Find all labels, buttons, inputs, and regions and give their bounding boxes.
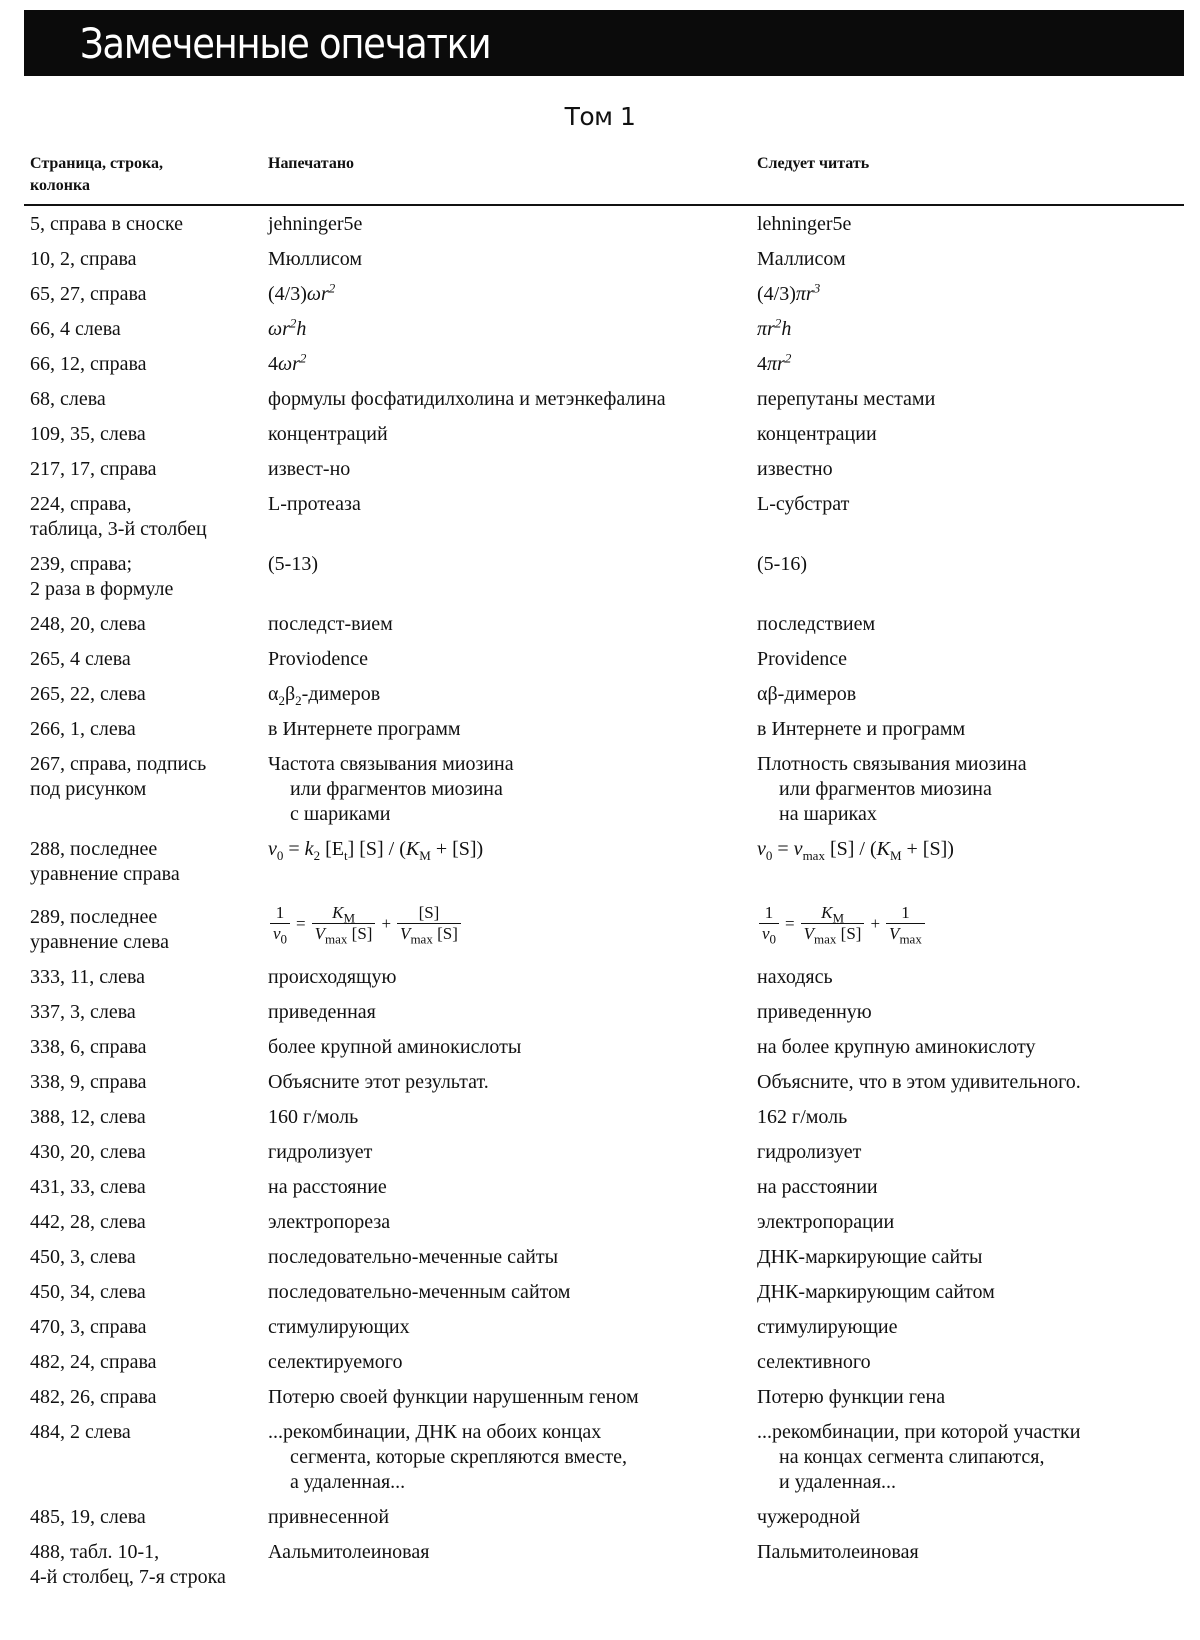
location-cell: 482, 26, справа bbox=[30, 1386, 157, 1408]
location-cell: 248, 20, слева bbox=[30, 613, 146, 635]
printed-cell: (5-13) bbox=[268, 553, 318, 575]
correct-cell: гидролизует bbox=[757, 1141, 862, 1163]
header-correct: Следует читать bbox=[757, 155, 870, 172]
correct-cell: $\pi r^2h$ bbox=[757, 315, 792, 340]
correct-cell: ...рекомбинации, при которой участки на концах сегмента слипаются, и удаленная... bbox=[757, 1421, 1081, 1493]
correct-cell: Providence bbox=[757, 648, 847, 670]
header-printed: Напечатано bbox=[268, 155, 355, 172]
printed-cell: извест-но bbox=[268, 458, 351, 480]
table-row bbox=[0, 643, 1200, 678]
printed-cell: 160 г/моль bbox=[268, 1106, 359, 1128]
table-row bbox=[0, 453, 1200, 488]
correct-cell: находясь bbox=[757, 966, 833, 988]
location-cell: 265, 4 слева bbox=[30, 648, 131, 670]
printed-cell: приведенная bbox=[268, 1001, 376, 1023]
table-row bbox=[0, 1416, 1200, 1501]
location-cell: 488, табл. 10-1, 4-й столбец, 7-я строка bbox=[30, 1541, 226, 1588]
table-row bbox=[0, 1206, 1200, 1241]
printed-cell: в Интернете программ bbox=[268, 718, 461, 740]
location-cell: 485, 19, слева bbox=[30, 1506, 146, 1528]
table-row bbox=[0, 1536, 1200, 1596]
correct-cell: Плотность связывания миозина или фрагментов миозина на шариках bbox=[757, 753, 1027, 825]
table-row bbox=[0, 488, 1200, 548]
table-row bbox=[0, 1101, 1200, 1136]
printed-cell: стимулирующих bbox=[268, 1316, 410, 1338]
correct-cell: приведенную bbox=[757, 1001, 872, 1023]
correct-cell: Маллисом bbox=[757, 248, 846, 270]
fraction: $\frac{1}{V_{max}}$ bbox=[886, 903, 925, 944]
printed-cell: $v_0 = k_2$ $[E_t]$ $[S] / (K_M + [S])$ bbox=[268, 838, 484, 863]
correct-cell: ДНК-маркирующим сайтом bbox=[757, 1281, 995, 1303]
location-cell: 65, 27, справа bbox=[30, 283, 147, 305]
table-row bbox=[0, 1311, 1200, 1346]
location-cell: 442, 28, слева bbox=[30, 1211, 146, 1233]
correct-cell: последствием bbox=[757, 613, 876, 635]
table-row bbox=[0, 713, 1200, 748]
table-row bbox=[0, 1276, 1200, 1311]
table-row bbox=[0, 243, 1200, 278]
correct-cell: концентрации bbox=[757, 423, 877, 445]
correct-equation: $\frac{1}{v_0}$ = $\frac{K_M}{V_{max} [S]}$ + $\frac{1}{V_{max}}$ bbox=[757, 903, 927, 944]
location-cell: 484, 2 слева bbox=[30, 1421, 131, 1443]
table-row bbox=[0, 208, 1200, 243]
printed-cell: последовательно-меченные сайты bbox=[268, 1246, 559, 1268]
printed-cell: Proviodence bbox=[268, 648, 368, 670]
table-row bbox=[0, 313, 1200, 348]
correct-cell: ДНК-маркирующие сайты bbox=[757, 1246, 983, 1268]
printed-cell: формулы фосфатидилхолина и метэнкефалина bbox=[268, 388, 666, 410]
header-location: Страница, строка, колонка bbox=[30, 155, 163, 194]
correct-cell: в Интернете и программ bbox=[757, 718, 966, 740]
printed-cell: Потерю своей функции нарушенным геном bbox=[268, 1386, 639, 1408]
correct-cell: $4\pi r^2$ bbox=[757, 350, 792, 375]
table-row bbox=[0, 833, 1200, 893]
table-row bbox=[0, 1346, 1200, 1381]
correct-cell: Пальмитолеиновая bbox=[757, 1541, 919, 1563]
printed-cell: $(4/3)\omega r^2$ bbox=[268, 280, 336, 305]
fraction: $\frac{[S]}{V_{max} [S]}$ bbox=[397, 903, 461, 944]
location-cell: 265, 22, слева bbox=[30, 683, 146, 705]
correct-cell: стимулирующие bbox=[757, 1316, 898, 1338]
table-row bbox=[0, 1381, 1200, 1416]
printed-cell: последовательно-меченным сайтом bbox=[268, 1281, 571, 1303]
table-row bbox=[0, 418, 1200, 453]
table-row bbox=[0, 348, 1200, 383]
location-cell: 431, 33, слева bbox=[30, 1176, 146, 1198]
location-cell: 267, справа, подпись под рисунком bbox=[30, 753, 207, 800]
table-row bbox=[0, 893, 1200, 961]
location-cell: 338, 9, справа bbox=[30, 1071, 147, 1093]
table-row bbox=[0, 278, 1200, 313]
printed-cell: на расстояние bbox=[268, 1176, 387, 1198]
errata-banner bbox=[24, 10, 1184, 76]
fraction: $\frac{1}{v_0}$ bbox=[759, 903, 779, 944]
table-row bbox=[0, 1241, 1200, 1276]
location-cell: 66, 4 слева bbox=[30, 318, 121, 340]
table-row bbox=[0, 996, 1200, 1031]
location-cell: 10, 2, справа bbox=[30, 248, 137, 270]
printed-cell: $\omega r^2h$ bbox=[268, 315, 307, 340]
correct-cell: 162 г/моль bbox=[757, 1106, 848, 1128]
correct-cell: $v_0 = v_{max}$ $[S] / (K_M + [S])$ bbox=[757, 838, 954, 863]
printed-cell: более крупной аминокислоты bbox=[268, 1036, 522, 1058]
location-cell: 450, 34, слева bbox=[30, 1281, 146, 1303]
location-cell: 430, 20, слева bbox=[30, 1141, 146, 1163]
fraction: $\frac{K_M}{V_{max} [S]}$ bbox=[312, 903, 376, 944]
correct-cell: электропорации bbox=[757, 1211, 895, 1233]
location-cell: 5, справа в сноске bbox=[30, 213, 184, 235]
fraction: $\frac{1}{v_0}$ bbox=[270, 903, 290, 944]
printed-cell: последст-вием bbox=[268, 613, 393, 635]
volume-heading: Том 1 bbox=[564, 102, 636, 131]
location-cell: 288, последнее уравнение справа bbox=[30, 838, 180, 885]
table-row bbox=[0, 383, 1200, 418]
location-cell: 482, 24, справа bbox=[30, 1351, 157, 1373]
printed-cell: Аальмитолеиновая bbox=[268, 1541, 430, 1563]
printed-cell: $\alpha_2\beta_2$-димеров bbox=[268, 683, 381, 708]
table-row bbox=[0, 961, 1200, 996]
location-cell: 333, 11, слева bbox=[30, 966, 146, 988]
table-row bbox=[0, 608, 1200, 643]
correct-cell: Потерю функции гена bbox=[757, 1386, 946, 1408]
table-header bbox=[0, 153, 1200, 207]
location-cell: 450, 3, слева bbox=[30, 1246, 136, 1268]
correct-cell: lehninger5e bbox=[757, 213, 852, 235]
location-cell: 388, 12, слева bbox=[30, 1106, 146, 1128]
printed-cell: L-протеаза bbox=[268, 493, 361, 515]
location-cell: 68, слева bbox=[30, 388, 106, 410]
correct-cell: известно bbox=[757, 458, 833, 480]
printed-cell: jehninger5e bbox=[268, 213, 363, 235]
table-row bbox=[0, 1171, 1200, 1206]
correct-cell: (5-16) bbox=[757, 553, 807, 575]
printed-cell: Частота связывания миозина или фрагментов миозина с шариками bbox=[268, 753, 514, 825]
printed-cell: $4\omega r^2$ bbox=[268, 350, 307, 375]
correct-cell: $(4/3)\pi r^3$ bbox=[757, 280, 821, 305]
table-row bbox=[0, 1136, 1200, 1171]
printed-cell: ...рекомбинации, ДНК на обоих концах сегмента, которые скрепляются вместе, а удаленная... bbox=[268, 1421, 627, 1493]
location-cell: 239, справа; 2 раза в формуле bbox=[30, 553, 174, 600]
location-cell: 289, последнее уравнение слева bbox=[30, 906, 169, 953]
correct-cell: чужеродной bbox=[757, 1506, 861, 1528]
table-row bbox=[0, 548, 1200, 608]
table-row bbox=[0, 748, 1200, 833]
printed-cell: концентраций bbox=[268, 423, 388, 445]
correct-cell: L-субстрат bbox=[757, 493, 850, 515]
table-row bbox=[0, 1066, 1200, 1101]
printed-cell: происходящую bbox=[268, 966, 397, 988]
location-cell: 470, 3, справа bbox=[30, 1316, 147, 1338]
correct-cell: селективного bbox=[757, 1351, 871, 1373]
printed-cell: Объясните этот результат. bbox=[268, 1071, 489, 1093]
correct-cell: αβ-димеров bbox=[757, 683, 857, 705]
correct-cell: Объясните, что в этом удивительного. bbox=[757, 1071, 1081, 1093]
location-cell: 66, 12, справа bbox=[30, 353, 147, 375]
correct-cell: на более крупную аминокислоту bbox=[757, 1036, 1036, 1058]
header-rule bbox=[24, 204, 1184, 206]
location-cell: 217, 17, справа bbox=[30, 458, 157, 480]
table-row bbox=[0, 1031, 1200, 1066]
printed-cell: электропореза bbox=[268, 1211, 391, 1233]
errata-table bbox=[0, 208, 1200, 1596]
printed-cell: селектируемого bbox=[268, 1351, 403, 1373]
printed-cell: Мюллисом bbox=[268, 248, 363, 270]
banner-title: Замеченные опечатки bbox=[80, 18, 491, 68]
location-cell: 224, справа, таблица, 3-й столбец bbox=[30, 493, 207, 540]
location-cell: 266, 1, слева bbox=[30, 718, 136, 740]
printed-cell: привнесенной bbox=[268, 1506, 390, 1528]
location-cell: 338, 6, справа bbox=[30, 1036, 147, 1058]
location-cell: 109, 35, слева bbox=[30, 423, 146, 445]
fraction: $\frac{K_M}{V_{max} [S]}$ bbox=[801, 903, 865, 944]
correct-cell: перепутаны местами bbox=[757, 388, 936, 410]
table-row bbox=[0, 678, 1200, 713]
printed-cell: гидролизует bbox=[268, 1141, 373, 1163]
printed-equation: $\frac{1}{v_0}$ = $\frac{K_M}{V_{max} [S]}$ + $\frac{[S]}{V_{max} [S]}$ bbox=[268, 903, 463, 944]
correct-cell: на расстоянии bbox=[757, 1176, 878, 1198]
location-cell: 337, 3, слева bbox=[30, 1001, 136, 1023]
table-row bbox=[0, 1501, 1200, 1536]
